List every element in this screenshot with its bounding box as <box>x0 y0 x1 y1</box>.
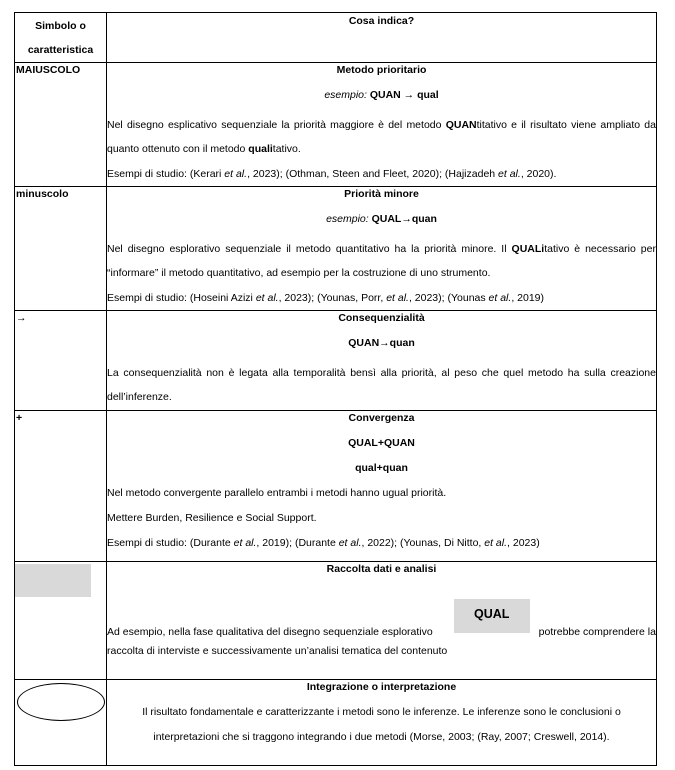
symbol-maiuscolo: MAIUSCOLO <box>16 64 81 76</box>
row-description-line: La consequenzialità non è legata alla temporalità bensì alla priorità, al peso che quel metodo ha sulla creazione <box>107 367 656 379</box>
row-studies: Esempi di studio: (Hoseini Azizi et al., 2023); (Younas, Porr, et al., 2023); (Younas et al., 2019) <box>107 291 545 304</box>
row-description-line: Mettere Burden, Resilience e Social Support. <box>107 511 317 524</box>
plus-symbol: + <box>16 411 23 424</box>
table-row <box>15 187 657 311</box>
symbol-minuscolo: minuscolo <box>16 188 69 200</box>
symbols-table <box>14 12 657 766</box>
row-description-line: “informare” il metodo quantitativo, ad esempio per la costruzione di uno strumento. <box>107 267 491 279</box>
row-title: Metodo prioritario <box>336 64 427 76</box>
symbol-cell <box>15 63 107 187</box>
row-description-line: Il risultato fondamentale e caratterizzante i metodi sono le inferenze. Le inferenze sono le conclusioni o <box>142 705 621 718</box>
table-header-row <box>15 13 657 63</box>
row-description-line: Nel disegno esplicativo sequenziale la priorità maggiore è del metodo QUANtitativo e il risultato viene ampliato da <box>107 119 656 131</box>
meaning-cell <box>107 187 657 311</box>
symbol-cell <box>15 679 107 765</box>
row-description-line: interpretazioni che si traggono integrando i due metodi (Morse, 2003; (Ray, 2007; Creswell, 2014). <box>153 730 610 743</box>
header-meaning-cell <box>107 13 657 63</box>
header-symbol-line2: caratteristica <box>27 44 94 56</box>
symbol-cell <box>15 311 107 411</box>
example-value: QUAL→quan <box>371 213 437 225</box>
symbol-cell <box>15 561 107 679</box>
meaning-cell <box>107 561 657 679</box>
row-example: QUAN→quan <box>348 337 415 349</box>
meaning-cell <box>107 410 657 561</box>
symbol-cell <box>15 187 107 311</box>
meaning-cell <box>107 679 657 765</box>
row-title: Convergenza <box>348 411 415 424</box>
row-studies: Esempi di studio: (Durante et al., 2019); (Durante et al., 2022); (Younas, Di Nitto, et al., 2023) <box>107 536 540 549</box>
ellipse-symbol <box>17 683 105 721</box>
row-example: qual+quan <box>355 461 408 474</box>
table-row <box>15 410 657 561</box>
row-description-line: dell’inferenze. <box>107 391 172 403</box>
row-title: Integrazione o interpretazione <box>306 680 457 693</box>
row-studies: Esempi di studio: (Kerari et al., 2023); (Othman, Steen and Fleet, 2020); (Hajizadeh et al., 2020). <box>107 167 557 180</box>
symbol-cell <box>15 410 107 561</box>
qual-box: QUAL <box>454 599 530 633</box>
table-row <box>15 679 657 765</box>
header-symbol-cell <box>15 13 107 63</box>
header-symbol-line1: Simbolo o <box>35 20 86 32</box>
table-row <box>15 561 657 679</box>
header-meaning: Cosa indica? <box>348 15 415 27</box>
example-label: esempio: <box>326 213 369 225</box>
row-description-line: raccolta di interviste e successivamente un’analisi tematica del contenuto <box>107 644 448 657</box>
row-description-line: Ad esempio, nella fase qualitativa del disegno sequenziale esplorativo QUAL potrebbe comprendere la <box>107 605 656 639</box>
row-description-line: quanto ottenuto con il metodo qualitativo. <box>107 143 301 155</box>
table-row <box>15 311 657 411</box>
row-title: Raccolta dati e analisi <box>326 562 437 575</box>
arrow-symbol: → <box>16 312 27 324</box>
grey-rectangle-symbol <box>15 564 91 597</box>
row-title: Consequenzialità <box>338 312 425 324</box>
example-value: QUAN → qual <box>369 89 439 101</box>
meaning-cell <box>107 311 657 411</box>
row-example <box>107 201 656 237</box>
row-example: QUAL+QUAN <box>348 436 415 449</box>
row-description-line: Nel disegno esplorativo sequenziale il metodo quantitativo ha la priorità minore. Il QUALitativo è necessario per <box>107 243 656 255</box>
row-title: Priorità minore <box>344 188 419 200</box>
row-description-line: Nel metodo convergente parallelo entrambi i metodi hanno ugual priorità. <box>107 486 447 499</box>
table-row <box>15 63 657 187</box>
row-example <box>107 77 656 113</box>
meaning-cell <box>107 63 657 187</box>
example-label: esempio: <box>324 89 367 101</box>
